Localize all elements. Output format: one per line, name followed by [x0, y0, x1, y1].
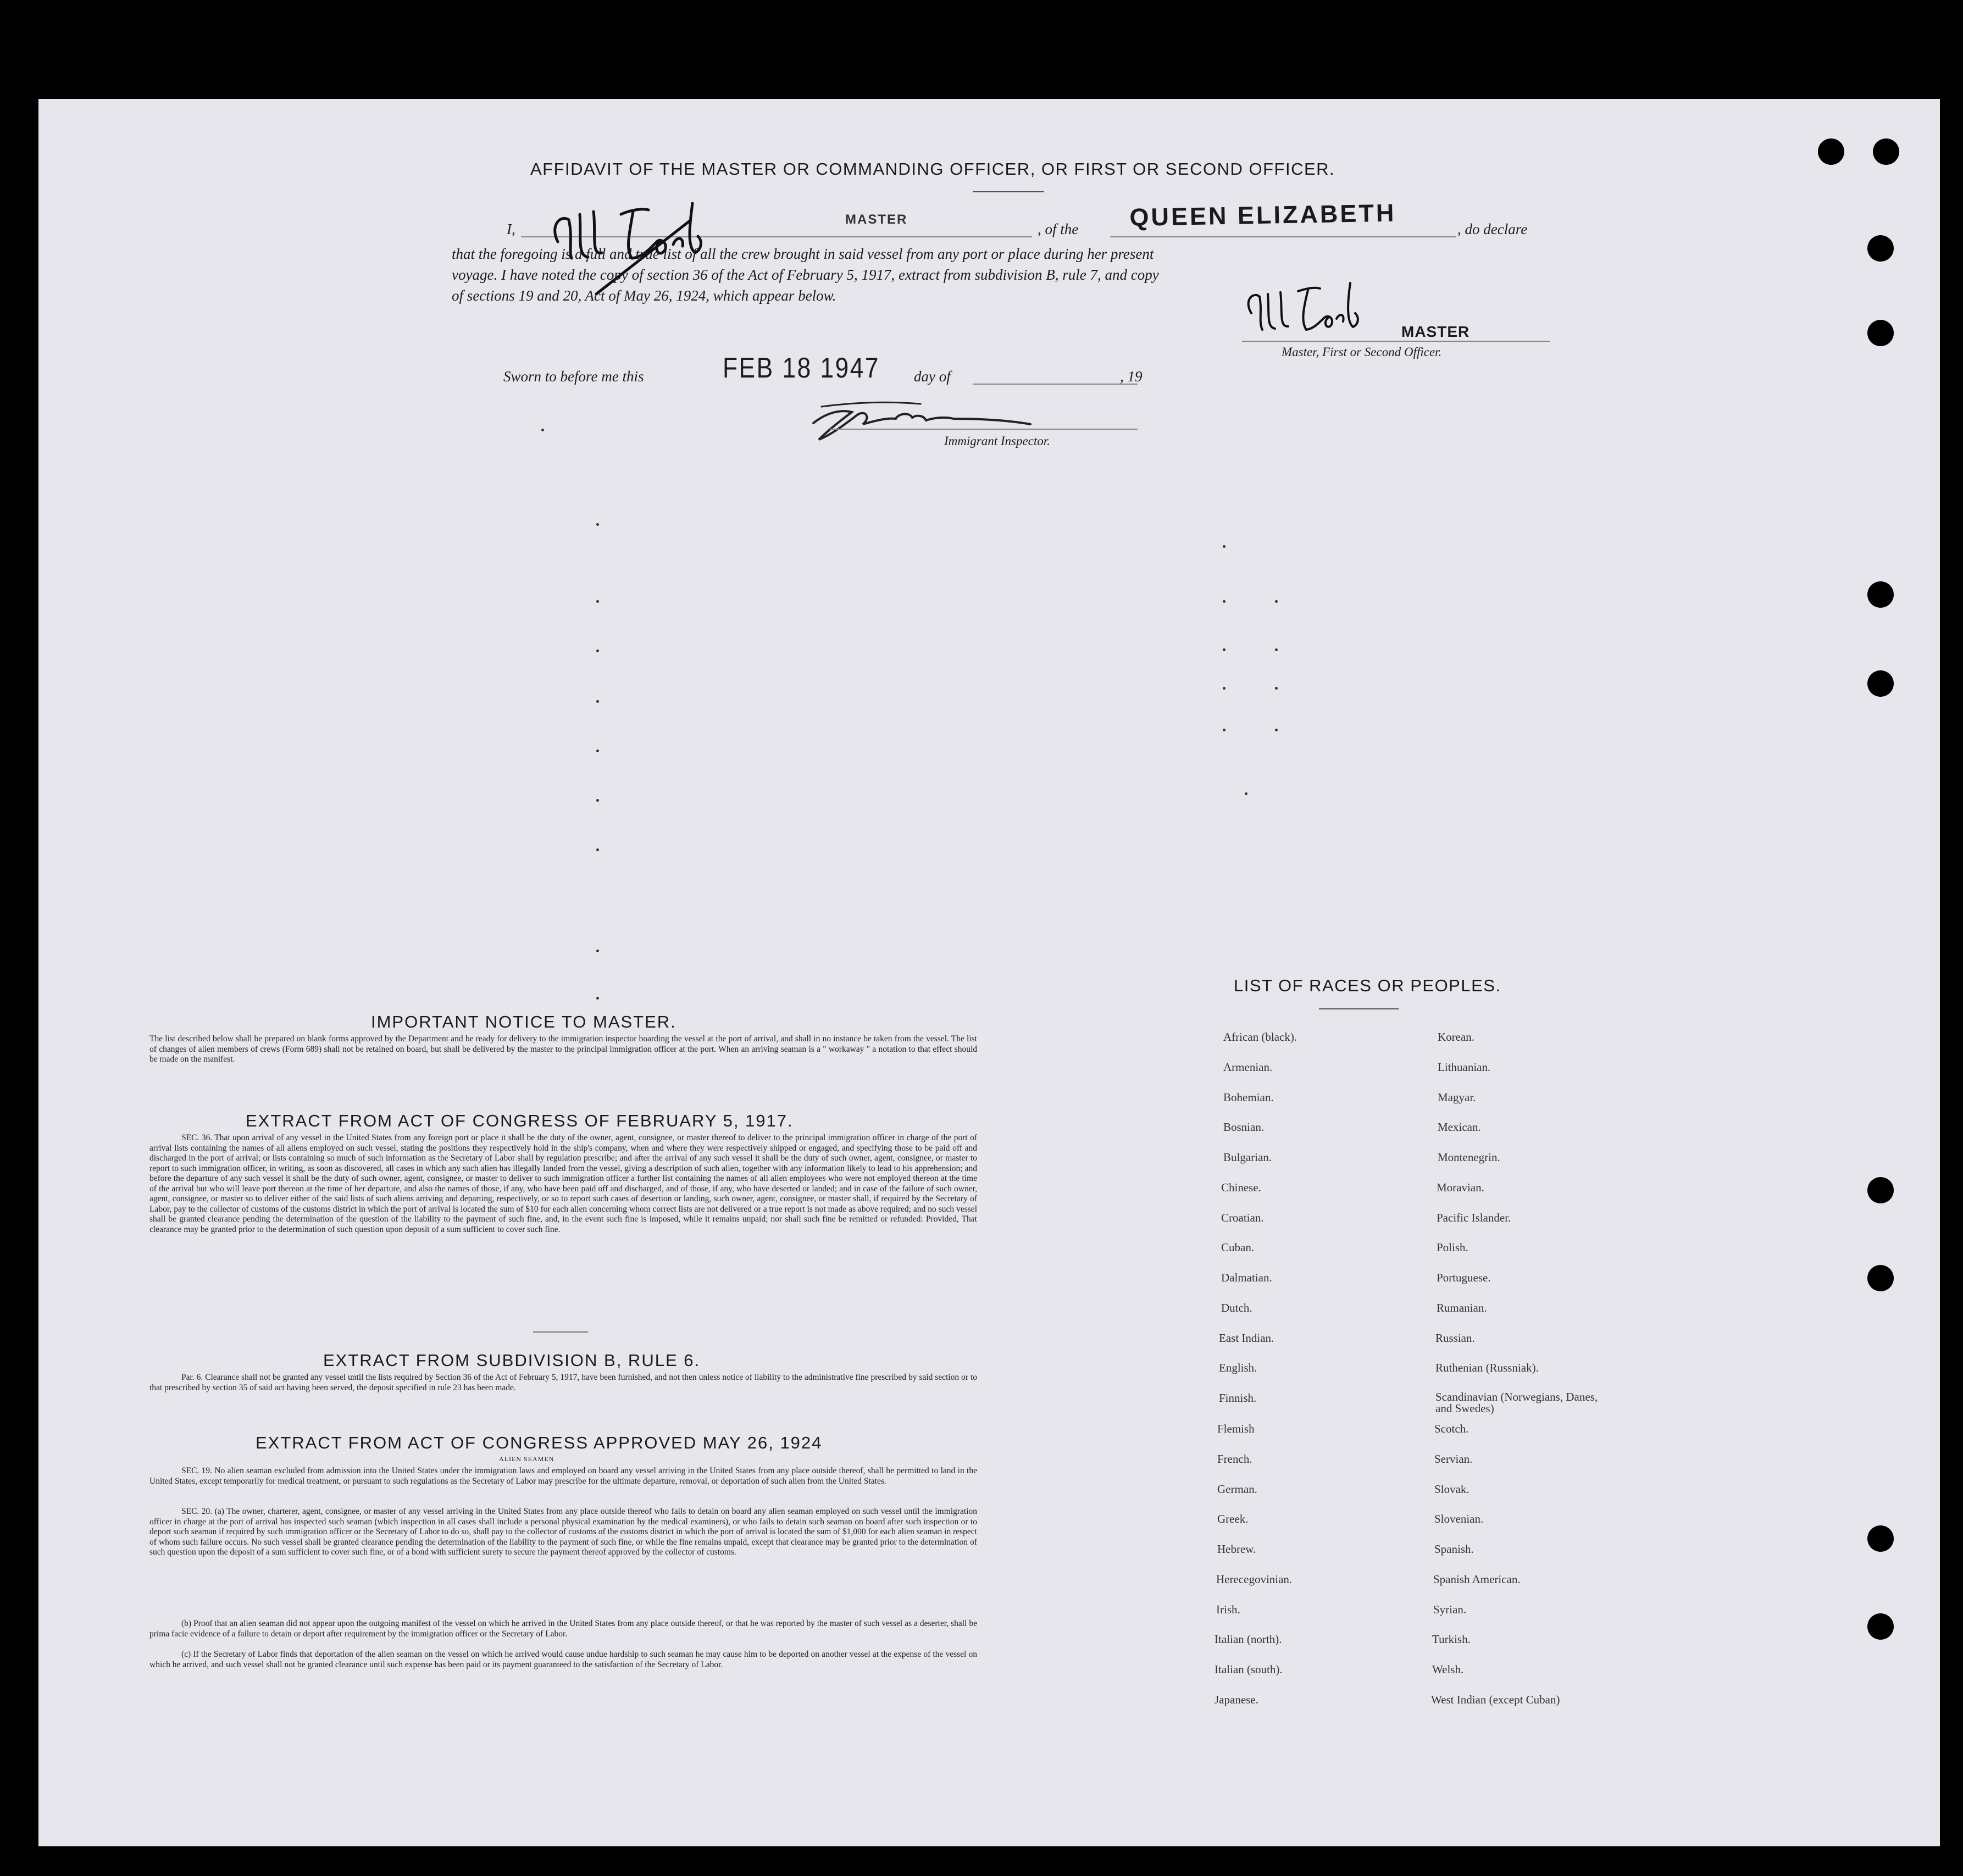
- inspector-caption: Immigrant Inspector.: [944, 434, 1050, 448]
- extract-1924-sec20a: SEC. 20. (a) The owner, charterer, agent, consignee, or master of any vessel arriving in the United States from any place outside thereof who fails to detain on board any alien seaman employed on such vessel until the immigration officer in charge at the port of arrival has inspected such seaman (which inspection in all cases shall include a personal physical examination by the medical examiners), or who fails to detain such seaman on board after such inspection or to deport such seaman if required by such immigration officer or the Secretary of Labor to do so, shall pay to the collector of customs of the customs district in which the port of arrival is located the sum of $1,000 for each alien seaman in respect of whom such failure occurs. No such vessel shall be granted clearance pending the determination of the liability to the payment of such fine, or while the fine remains unpaid, except that clearance may be granted prior to the determination of such question upon the deposit of a sum sufficient to cover such fine, or of a bond with sufficient surety to secure the payment thereof approved by the collector of customs.: [149, 1507, 977, 1557]
- race-item: Polish.: [1437, 1241, 1468, 1254]
- notice-body: The list described below shall be prepared on blank forms approved by the Department and be ready for delivery to the immigration inspector boarding the vessel at the port of arrival, and shall in no instance be taken from the vessel. The list of changes of alien members of crews (Form 689) shall not be retained on board, but shall be delivered by the master to the principal immigration officer at the port. When an arriving seaman is a " workaway " a notation to that effect should be made on the manifest.: [149, 1034, 977, 1064]
- punch-hole: [1867, 1613, 1894, 1640]
- extract-1917-body: SEC. 36. That upon arrival of any vessel in the United States from any foreign port or place it shall be the duty of the owner, agent, consignee, or master thereof to deliver to the principal immigration officer in charge of the port of arrival lists containing the names of all aliens employed on such vessel, stating the positions they respectively hold in the ship's company, when and where they were respectively shipped or engaged, and specifying those to be paid off and discharged in the port of arrival; or lists containing so much of such information as the Secretary of Labor shall by regulation prescribe; and after the arrival of any such vessel it shall be the duty of such owner, agent, consignee, or master to report to such immigration officer, in writing, as soon as discovered, all cases in which any such alien has illegally landed from the vessel, giving a description of such alien, together with any information likely to lead to his apprehension; and before the departure of any such vessel it shall be the duty of such owner, agent, consignee, or master to deliver to such immigration officer a further list containing the names of all alien employees who were not employed thereon at the time of the arrival but who will leave port thereon at the time of her departure, and also the names of those, if any, who have been paid off and discharged, and of those, if any, who have deserted or landed; and in case of the failure of such owner, agent, consignee, or master so to deliver either of the said lists of such aliens arriving and departing, respectively, or so to report such cases of desertion or landing, such owner, agent, consignee, or master shall, if required by the Secretary of Labor, pay to the collector of customs of the customs district in which the port of arrival is located the sum of $10 for each alien concerning whom correct lists are not delivered or a true report is not made as above required; and no such vessel shall be granted clearance pending the determination of the question of the liability to the payment of such fine, and, in the event such fine is imposed, while it remains unpaid; nor shall such fine be remitted or refunded: Provided, That clearance may be granted prior to the determination of such question upon deposit of a sum sufficient to cover such fine.: [149, 1133, 977, 1234]
- punch-hole: [1867, 320, 1894, 346]
- race-item: Ruthenian (Russniak).: [1435, 1361, 1539, 1374]
- speck: [1275, 648, 1278, 651]
- race-item: Lithuanian.: [1438, 1061, 1491, 1074]
- vessel-name-stamp: QUEEN ELIZABETH: [1129, 198, 1396, 231]
- master-signature-line: [1242, 341, 1550, 342]
- punch-hole: [1867, 1177, 1894, 1203]
- race-item: Armenian.: [1223, 1061, 1273, 1074]
- race-item: Herecegovinian.: [1216, 1573, 1293, 1586]
- race-item: Cuban.: [1221, 1241, 1255, 1254]
- race-item: Scotch.: [1434, 1422, 1469, 1435]
- master-signature-bottom: [1238, 275, 1369, 352]
- race-item: English.: [1219, 1361, 1257, 1374]
- extract-1924-title: EXTRACT FROM ACT OF CONGRESS APPROVED MAY 26, 1924: [256, 1433, 823, 1452]
- inspector-signature-line: [830, 429, 1138, 430]
- master-signature-top: [539, 181, 758, 302]
- race-item: Greek.: [1217, 1512, 1249, 1525]
- affidavit-body-line-3: of sections 19 and 20, Act of May 26, 1924, which appear below.: [452, 287, 836, 304]
- race-item: Mexican.: [1438, 1120, 1481, 1134]
- extract-1924-sec20b: (b) Proof that an alien seaman did not appear upon the outgoing manifest of the vessel on which he arrived in the United States from any place outside thereof, or that he was reported by the master of such vessel as a deserter, shall be prima facie evidence of a failure to detain or deport after requirement by the immigration officer or the Secretary of Labor.: [149, 1619, 977, 1639]
- speck: [596, 848, 599, 851]
- race-item: Dutch.: [1221, 1301, 1252, 1314]
- race-item: Pacific Islander.: [1437, 1211, 1511, 1224]
- year-label: , 19: [1120, 368, 1143, 385]
- race-item: Welsh.: [1432, 1663, 1464, 1676]
- subdivision-b-body: Par. 6. Clearance shall not be granted any vessel until the lists required by Section 36 of the Act of February 5, 1917, have been furnished, and not then unless notice of liability to the administrative fine prescribed by said section or to that prescribed by section 35 of said act having been served, the deposit specified in rule 23 has been made.: [149, 1373, 977, 1392]
- race-item: Syrian.: [1433, 1603, 1467, 1616]
- sworn-label: Sworn to before me this: [503, 368, 644, 385]
- race-item: Bosnian.: [1223, 1120, 1265, 1134]
- race-item: Scandinavian (Norwegians, Danes, and Swedes): [1435, 1390, 1598, 1415]
- race-item: Croatian.: [1221, 1211, 1264, 1224]
- affidavit-body-line-2: voyage. I have noted the copy of section 36 of the Act of February 5, 1917, extract from subdivision B, rule 7, and copy: [452, 267, 1159, 283]
- speck: [596, 700, 599, 703]
- race-item: Spanish American.: [1433, 1573, 1521, 1586]
- speck: [1223, 648, 1226, 651]
- affidavit-body-line-1: that the foregoing is a full and true list of all the crew brought in said vessel from any port or place during her present: [452, 246, 1154, 262]
- punch-hole: [1867, 1265, 1894, 1291]
- speck: [1223, 687, 1226, 690]
- race-item: Moravian.: [1437, 1181, 1484, 1194]
- race-item: Servian.: [1434, 1452, 1473, 1466]
- races-title: LIST OF RACES OR PEOPLES.: [1234, 976, 1501, 995]
- race-item: Magyar.: [1438, 1091, 1476, 1104]
- race-item: Bulgarian.: [1223, 1151, 1272, 1164]
- race-item: Irish.: [1216, 1603, 1240, 1616]
- speck: [596, 523, 599, 526]
- race-item: East Indian.: [1219, 1331, 1274, 1345]
- race-item: French.: [1217, 1452, 1252, 1466]
- speck: [1275, 729, 1278, 731]
- divider: [533, 1331, 588, 1333]
- race-item: Rumanian.: [1437, 1301, 1487, 1314]
- i-label: I,: [507, 221, 515, 237]
- speck: [596, 650, 599, 652]
- of-the-label: , of the: [1038, 221, 1079, 237]
- race-item: Italian (north).: [1215, 1633, 1282, 1646]
- punch-hole: [1867, 581, 1894, 608]
- speck: [1275, 687, 1278, 690]
- race-item: Flemish: [1217, 1422, 1255, 1435]
- race-item: African (black).: [1223, 1030, 1297, 1044]
- extract-1917-title: EXTRACT FROM ACT OF CONGRESS OF FEBRUARY 5, 1917.: [246, 1111, 794, 1130]
- speck: [1223, 729, 1226, 731]
- punch-hole: [1867, 670, 1894, 697]
- speck: [596, 750, 599, 752]
- extract-1924-subtitle: ALIEN SEAMEN: [499, 1455, 554, 1463]
- speck: [1223, 545, 1226, 548]
- speck: [596, 600, 599, 603]
- speck: [541, 429, 544, 431]
- race-item: Italian (south).: [1215, 1663, 1283, 1676]
- race-item: Portuguese.: [1437, 1271, 1491, 1284]
- do-declare-label: , do declare: [1457, 221, 1528, 237]
- master-caption: Master, First or Second Officer.: [1282, 345, 1442, 359]
- divider: [973, 191, 1044, 192]
- race-item: Finnish.: [1219, 1391, 1257, 1405]
- race-item: Chinese.: [1221, 1181, 1261, 1194]
- divider: [1319, 1008, 1399, 1009]
- race-item: Korean.: [1438, 1030, 1475, 1044]
- extract-1924-sec19: SEC. 19. No alien seaman excluded from admission into the United States under the immigration laws and employed on board any vessel arriving in the United States from any place outside thereof, shall be permitted to land in the United States, except temporarily for medical treatment, or pursuant to such regulations as the Secretary of Labor may prescribe for the ultimate departure, removal, or deportation of such alien from the United States.: [149, 1466, 977, 1486]
- rank-stamp-top: MASTER: [845, 212, 908, 227]
- affidavit-title: AFFIDAVIT OF THE MASTER OR COMMANDING OFFICER, OR FIRST OR SECOND OFFICER.: [530, 159, 1335, 179]
- race-item: Turkish.: [1432, 1633, 1471, 1646]
- race-item: Spanish.: [1434, 1542, 1474, 1556]
- race-item: Russian.: [1435, 1331, 1475, 1345]
- speck: [1223, 600, 1226, 603]
- punch-hole: [1867, 1525, 1894, 1552]
- notice-title: IMPORTANT NOTICE TO MASTER.: [371, 1012, 676, 1031]
- speck: [1245, 792, 1247, 795]
- document-page: [38, 99, 1940, 1846]
- race-item: Bohemian.: [1223, 1091, 1274, 1104]
- race-item: Japanese.: [1215, 1693, 1258, 1706]
- race-item: Slovak.: [1434, 1483, 1470, 1496]
- race-item: Hebrew.: [1217, 1542, 1256, 1556]
- race-item: Montenegrin.: [1438, 1151, 1500, 1164]
- race-item: Slovenian.: [1434, 1512, 1484, 1525]
- punch-hole: [1818, 138, 1844, 165]
- speck: [596, 799, 599, 802]
- rank-stamp-bottom: MASTER: [1401, 323, 1470, 340]
- race-item: West Indian (except Cuban): [1431, 1693, 1560, 1706]
- punch-hole: [1873, 138, 1899, 165]
- sworn-date-stamp: FEB 18 1947: [723, 352, 880, 384]
- extract-1924-sec20c: (c) If the Secretary of Labor finds that deportation of the alien seaman on the vessel on which he arrived would cause undue hardship to such seaman he may cause him to be deported on another vessel at the expense of the vessel on which he arrived, and such vessel shall not be granted clearance until such expense has been paid or its payment guaranteed to the satisfaction of the Secretary of Labor.: [149, 1650, 977, 1669]
- month-blank: [973, 384, 1138, 385]
- punch-hole: [1867, 235, 1894, 262]
- speck: [1275, 600, 1278, 603]
- speck: [596, 950, 599, 952]
- speck: [596, 997, 599, 1000]
- subdivision-b-title: EXTRACT FROM SUBDIVISION B, RULE 6.: [323, 1351, 701, 1370]
- race-item: German.: [1217, 1483, 1257, 1496]
- day-of-label: day of: [914, 368, 951, 385]
- race-item: Dalmatian.: [1221, 1271, 1272, 1284]
- vessel-blank: [1110, 236, 1456, 237]
